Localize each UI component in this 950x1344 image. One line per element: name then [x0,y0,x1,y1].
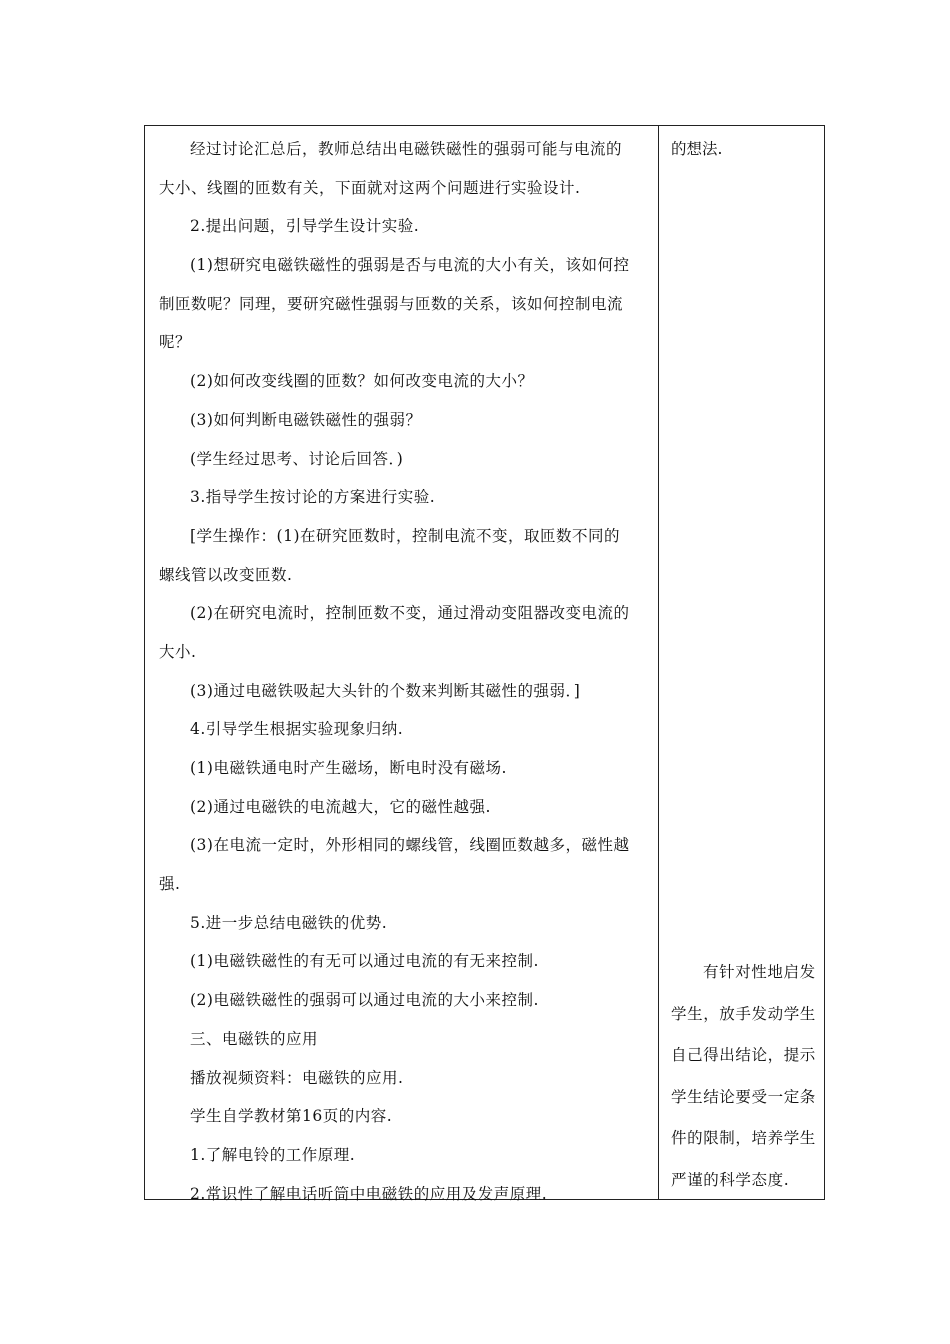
side-note-line: 学生结论要受一定条 [671,1087,816,1106]
main-line: (3)如何判断电磁铁磁性的强弱？ [190,410,422,429]
main-line: 呢？ [159,333,192,352]
main-line: 大小. [159,642,197,661]
side-note-line: 自己得出结论，提示 [671,1046,816,1064]
main-line: (学生经过思考、讨论后回答．) [190,449,404,468]
main-line: 4.引导学生根据实验现象归纳. [190,720,404,739]
main-line: 学生自学教材第16页的内容. [190,1107,393,1126]
side-note-line: 件的限制，培养学生 [671,1129,816,1147]
main-line: 2.常识性了解电话听筒中电磁铁的应用及发声原理. [190,1184,548,1203]
side-note-top: 的想法. [671,140,723,158]
side-note-line: 严谨的科学态度. [671,1170,790,1189]
side-note-bottom [671,952,820,1201]
main-line: 播放视频资料：电磁铁的应用. [190,1068,404,1087]
main-line: 三、电磁铁的应用 [190,1029,319,1048]
side-note-line: 有针对性地启发 [703,963,816,981]
main-line: 经过讨论汇总后，教师总结出电磁铁磁性的强弱可能与电流的 [190,140,623,158]
side-note-line: 学生，放手发动学生 [671,1004,816,1023]
main-line: (3)在电流一定时，外形相同的螺线管，线圈匝数越多，磁性越 [190,836,630,855]
main-line: 大小、线圈的匝数有关，下面就对这两个问题进行实验设计. [159,178,581,197]
main-line: 5.进一步总结电磁铁的优势. [190,913,388,932]
design-intent-column [659,126,824,1199]
main-line: 1.了解电铃的工作原理. [190,1145,356,1164]
main-line: 制匝数呢？同理，要研究磁性强弱与匝数的关系，该如何控制电流 [159,294,624,313]
main-line: 2.提出问题，引导学生设计实验. [190,217,420,236]
teaching-process-column [145,126,659,1203]
main-line: (1)电磁铁通电时产生磁场，断电时没有磁场. [190,759,507,777]
lesson-plan-table [144,125,825,1203]
main-line: (2)电磁铁磁性的强弱可以通过电流的大小来控制. [190,991,539,1010]
main-line: 强. [159,875,181,894]
main-line: [学生操作：(1)在研究匝数时，控制电流不变，取匝数不同的 [190,526,621,545]
main-line: (2)如何改变线圈的匝数？如何改变电流的大小？ [190,372,534,391]
main-line: (3)通过电磁铁吸起大头针的个数来判断其磁性的强弱．] [190,681,581,700]
main-line: (2)通过电磁铁的电流越大，它的磁性越强. [190,797,491,816]
main-line: 3.指导学生按讨论的方案进行实验. [190,488,436,507]
main-line: 螺线管以改变匝数. [159,565,293,584]
main-line: (2)在研究电流时，控制匝数不变，通过滑动变阻器改变电流的 [190,604,630,623]
main-line: (1)电磁铁磁性的有无可以通过电流的有无来控制. [190,952,539,971]
main-line: (1)想研究电磁铁磁性的强弱是否与电流的大小有关，该如何控 [190,256,630,275]
